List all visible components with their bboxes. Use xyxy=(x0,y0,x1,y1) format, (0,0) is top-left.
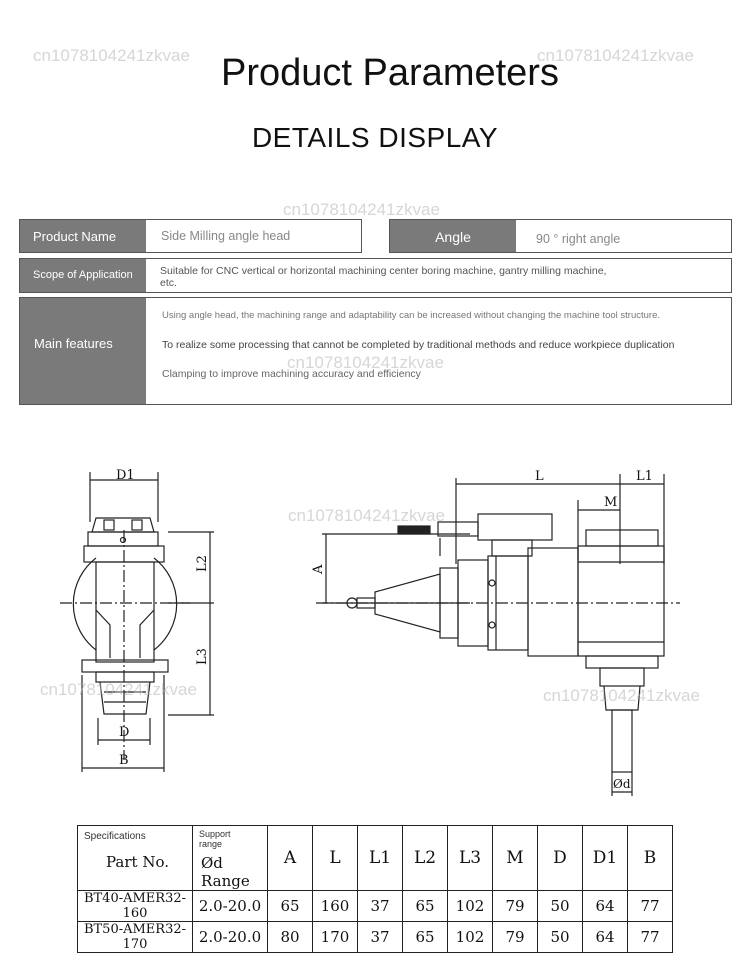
dim-label-m: M xyxy=(604,495,618,510)
feature-item: To realize some processing that cannot be completed by traditional methods and reduce workpiece duplication xyxy=(162,339,675,351)
watermark: cn1078104241zkvae xyxy=(288,506,445,525)
value-cell: 37 xyxy=(358,891,403,922)
scope-row xyxy=(19,258,732,293)
watermark: cn1078104241zkvae xyxy=(40,680,197,699)
page-subtitle: DETAILS DISPLAY xyxy=(251,122,499,153)
scope-value-line-1: Suitable for CNC vertical or horizontal machining center boring machine, gantry milling machine, xyxy=(160,265,607,277)
angle-row xyxy=(389,219,732,253)
support-range-label: Support range xyxy=(199,829,231,849)
product-name-row xyxy=(19,219,362,253)
watermark: cn1078104241zkvae xyxy=(537,46,694,65)
watermark: cn1078104241zkvae xyxy=(283,200,440,219)
dim-label-l2: L2 xyxy=(195,555,210,572)
col-header: M xyxy=(493,826,538,891)
spec-table xyxy=(77,825,673,953)
range-label: Ød Range xyxy=(201,854,250,890)
value-cell: 102 xyxy=(448,891,493,922)
value-cell: 77 xyxy=(628,891,673,922)
value-cell: 64 xyxy=(583,922,628,953)
col-header: L2 xyxy=(403,826,448,891)
value-cell: 170 xyxy=(313,922,358,953)
value-cell: 65 xyxy=(403,891,448,922)
value-cell: 79 xyxy=(493,891,538,922)
watermark: cn1078104241zkvae xyxy=(33,46,190,65)
product-name-value: Side Milling angle head xyxy=(161,229,291,243)
col-header: D1 xyxy=(583,826,628,891)
value-cell: 77 xyxy=(628,922,673,953)
front-view-drawing xyxy=(60,468,214,772)
scope-label: Scope of Application xyxy=(20,259,146,292)
angle-label: Angle xyxy=(390,220,516,252)
col-header: L1 xyxy=(358,826,403,891)
product-name-label: Product Name xyxy=(20,220,146,252)
col-header: L xyxy=(313,826,358,891)
header-range-cell xyxy=(193,826,268,891)
value-cell: 50 xyxy=(538,891,583,922)
value-cell: 50 xyxy=(538,922,583,953)
value-cell: 65 xyxy=(403,922,448,953)
watermark: cn1078104241zkvae xyxy=(287,353,444,372)
dim-label-d: D xyxy=(119,725,130,740)
range-cell: 2.0-20.0 xyxy=(193,922,268,953)
part-number-cell: BT40-AMER32-160 xyxy=(78,891,193,922)
col-header: A xyxy=(268,826,313,891)
value-cell: 80 xyxy=(268,922,313,953)
dim-label-b: B xyxy=(119,753,129,768)
col-header: D xyxy=(538,826,583,891)
spec-label: Specifications xyxy=(84,831,146,842)
angle-value: 90 ° right angle xyxy=(536,232,621,246)
table-header-row xyxy=(78,826,673,891)
dim-label-l1: L1 xyxy=(636,469,653,484)
col-header: L3 xyxy=(448,826,493,891)
dim-label-l3: L3 xyxy=(195,648,210,665)
value-cell: 65 xyxy=(268,891,313,922)
dim-label-l: L xyxy=(535,469,544,484)
value-cell: 160 xyxy=(313,891,358,922)
part-number-cell: BT50-AMER32-170 xyxy=(78,922,193,953)
scope-value-line-2: etc. xyxy=(160,277,177,289)
part-no-label: Part No. xyxy=(106,853,169,871)
page-title: Product Parameters xyxy=(221,52,559,94)
col-header: B xyxy=(628,826,673,891)
header-part-cell xyxy=(78,826,193,891)
dim-label-od: Ød xyxy=(613,777,631,791)
value-cell: 64 xyxy=(583,891,628,922)
range-cell: 2.0-20.0 xyxy=(193,891,268,922)
dim-label-d1: D1 xyxy=(116,468,135,483)
watermark: cn1078104241zkvae xyxy=(543,686,700,705)
table-row xyxy=(78,891,673,922)
dim-label-a: A xyxy=(311,564,326,574)
value-cell: 79 xyxy=(493,922,538,953)
value-cell: 37 xyxy=(358,922,403,953)
feature-item: Using angle head, the machining range and adaptability can be increased without changing the machine tool structure. xyxy=(162,310,661,321)
feature-item: Clamping to improve machining accuracy and efficiency xyxy=(162,368,421,380)
features-label: Main features xyxy=(20,298,146,404)
table-row xyxy=(78,922,673,953)
value-cell: 102 xyxy=(448,922,493,953)
